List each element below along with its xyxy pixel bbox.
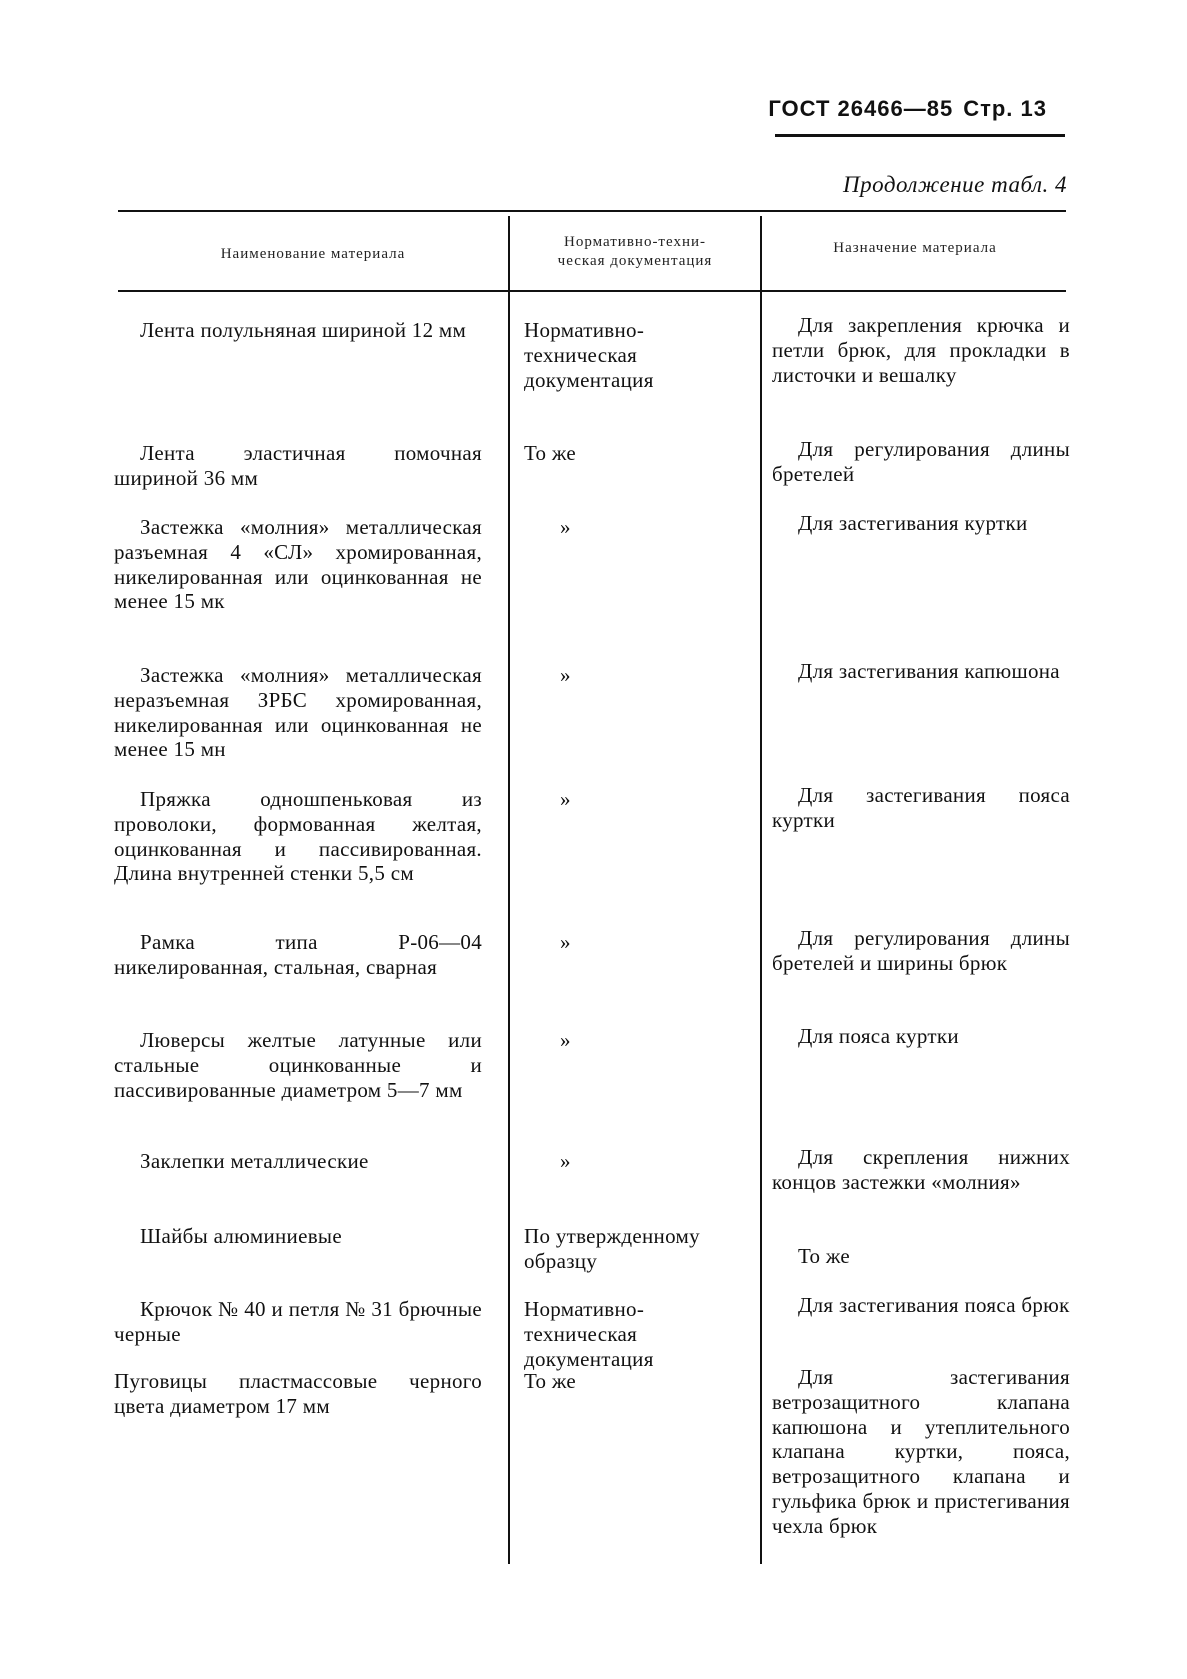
column-header-purpose: Назначение материала (833, 240, 997, 256)
material-name: Лента эластичная помочная шириной 36 мм (114, 441, 482, 490)
documentation: Нормативно-техническая документация (524, 318, 654, 392)
material-name: Заклепки металлические (140, 1149, 369, 1173)
material-name: Рамка типа Р-06—04 никелированная, стальная, сварная (114, 930, 482, 979)
page-number: Стр. 13 (963, 96, 1047, 121)
page-header (768, 96, 1047, 122)
purpose: Для пояса куртки (798, 1024, 959, 1048)
column-header-documentation: Нормативно-техни- ческая документация (557, 234, 713, 269)
table-header-rule (118, 290, 1066, 292)
material-name: Лента полульняная шириной 12 мм (140, 318, 467, 342)
documentation: » (560, 663, 571, 687)
standard-number: ГОСТ 26466—85 (768, 96, 954, 121)
documentation: » (560, 1028, 571, 1052)
purpose: Для регулирования длины бретелей и ширины брюк (772, 926, 1070, 975)
purpose: Для регулирования длины бретелей (772, 437, 1070, 486)
purpose: Для застегивания пояса куртки (772, 783, 1070, 832)
material-name: Люверсы желтые латунные или стальные оцинкованные и пассивированные диаметром 5—7 мм (114, 1028, 482, 1102)
documentation: » (560, 1149, 571, 1173)
material-name: Шайбы алюминиевые (140, 1224, 342, 1248)
documentation: » (560, 930, 571, 954)
documentation: » (560, 787, 571, 811)
purpose: Для закрепления крючка и петли брюк, для прокладки в листочки и вешалку (772, 313, 1070, 387)
purpose: То же (798, 1244, 851, 1268)
column-header-material-name: Наименование материала (220, 246, 406, 262)
column-divider (760, 216, 762, 1564)
documentation: То же (524, 1369, 577, 1393)
material-name: Пуговицы пластмассовые черного цвета диаметром 17 мм (114, 1369, 482, 1418)
purpose: Для застегивания ветрозащитного клапана капюшона и утеплительного клапана куртки, пояса, ветрозащитного клапана и гульфика брюк и пристегивания чехла брюк (772, 1365, 1070, 1538)
purpose: Для застегивания капюшона (798, 659, 1060, 683)
purpose: Для застегивания пояса брюк (798, 1293, 1070, 1317)
material-name: Застежка «молния» металлическая неразъемная ЗРБС хромированная, никелированная или оцинкованная не менее 15 мн (114, 663, 482, 762)
purpose: Для скрепления нижних концов застежки «молния» (772, 1145, 1070, 1194)
table-top-rule (118, 210, 1066, 212)
material-name: Крючок № 40 и петля № 31 брючные черные (114, 1297, 482, 1346)
documentation: » (560, 515, 571, 539)
purpose: Для застегивания куртки (798, 511, 1028, 535)
column-divider (508, 216, 510, 1564)
table-continuation-caption: Продолжение табл. 4 (843, 172, 1067, 197)
documentation: По утвержденному образцу (524, 1224, 700, 1273)
material-name: Застежка «молния» металлическая разъемная 4 «СЛ» хромированная, никелированная или оцинкованная не менее 15 мк (114, 515, 482, 614)
documentation: То же (524, 441, 577, 465)
material-name: Пряжка одношпеньковая из проволоки, формованная желтая, оцинкованная и пассивированная. Длина внутренней стенки 5,5 см (114, 787, 482, 886)
header-rule (775, 134, 1065, 137)
documentation: Нормативно-техническая документация (524, 1297, 654, 1371)
